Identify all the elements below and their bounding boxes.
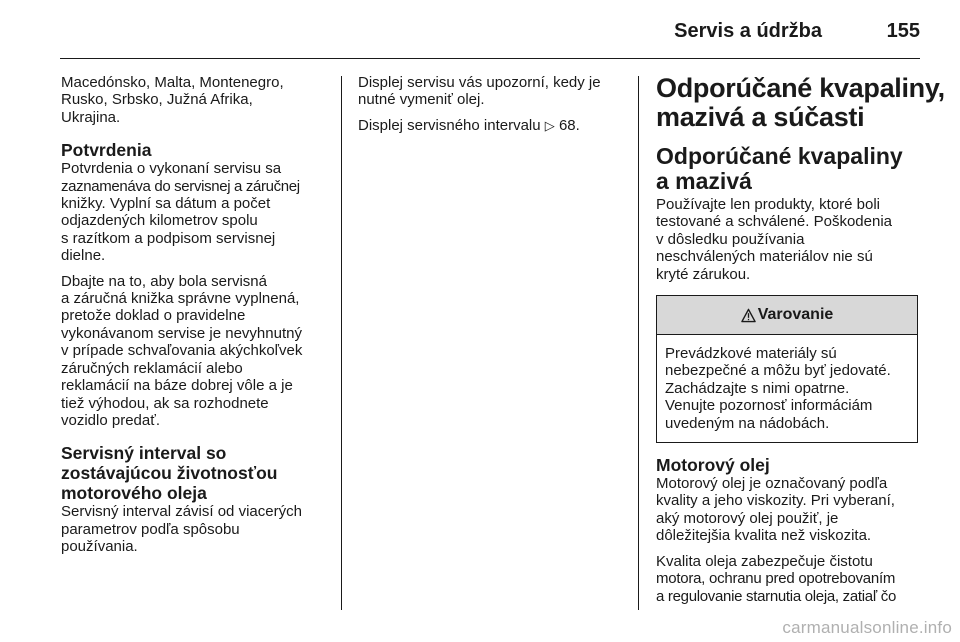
- heading-recommended-fluids-parts: Odporúčané kvapaliny, mazivá a súčasti: [656, 73, 945, 132]
- warning-triangle-icon: [741, 308, 756, 323]
- watermark: carmanualsonline.info: [782, 618, 952, 637]
- reference-page-link[interactable]: 68.: [558, 116, 580, 134]
- confirmations-paragraph-1: Potvrdenia o vykonaní servisu sa zaznamenáva do servisnej a záručnej knižky. Vyplní sa dátum a počet odjazdených kilometrov spolu s razítkom a podpisom servisnej dielne.: [61, 160, 300, 265]
- intro-paragraph: Macedónsko, Malta, Montenegro, Rusko, Srbsko, Južná Afrika, Ukrajina.: [61, 74, 284, 126]
- warning-box: [656, 295, 918, 443]
- reference-arrow-icon: ▷: [544, 117, 555, 133]
- warning-header: [657, 296, 917, 335]
- section-title: Servis a údržba: [674, 20, 822, 42]
- heading-recommended-fluids: Odporúčané kvapaliny a mazivá: [656, 143, 903, 194]
- service-interval-reference: Displej servisného intervalu ▷ 68.: [358, 116, 580, 134]
- engine-oil-paragraph-1: Motorový olej je označovaný podľa kvality a jeho viskozity. Pri vyberaní, aký motorový olej použiť, je dôležitejšia kvalita než viskozita.: [656, 475, 895, 545]
- service-display-paragraph: Displej servisu vás upozorní, kedy je nutné vymeniť olej.: [358, 74, 601, 109]
- column-divider-1: [341, 76, 342, 610]
- heading-confirmations: Potvrdenia: [61, 140, 152, 161]
- column-3: [656, 73, 945, 613]
- warning-body: Prevádzkové materiály sú nebezpečné a môžu byť jedovaté. Zachádzajte s nimi opatrne. Venujte pozornosť informáciám uvedeným na nádobách.: [665, 345, 891, 432]
- confirmations-paragraph-2: Dbajte na to, aby bola servisná a záručná knižka správne vyplnená, pretože doklad o pravidelne vykonávanom servise je nevyhnutný v prípade schvaľovania akýchkoľvek záručných reklamácií alebo reklamácií na báze dobrej vôle a je tiež výhodou, ak sa rozhodnete vozidlo predať.: [61, 272, 303, 429]
- page-header: [60, 0, 920, 60]
- column-2: [358, 74, 628, 142]
- approved-products-paragraph: Používajte len produkty, ktoré boli testované a schválené. Poškodenia v dôsledku používania neschválených materiálov nie sú kryté zárukou.: [656, 196, 892, 283]
- warning-title: Varovanie: [757, 306, 834, 324]
- column-1: [61, 74, 339, 564]
- heading-engine-oil: Motorový olej: [656, 455, 770, 476]
- column-divider-2: [638, 76, 639, 610]
- header-divider: [60, 58, 920, 59]
- engine-oil-paragraph-2: Kvalita oleja zabezpečuje čistotu motora, ochranu pred opotrebovaním a regulovanie starnutia oleja, zatiaľ čo: [656, 552, 897, 605]
- service-interval-paragraph: Servisný interval závisí od viacerých parametrov podľa spôsobu používania.: [61, 503, 302, 556]
- heading-service-interval: Servisný interval so zostávajúcou životnosťou motorového oleja: [61, 443, 278, 504]
- page-number: 155: [886, 20, 920, 42]
